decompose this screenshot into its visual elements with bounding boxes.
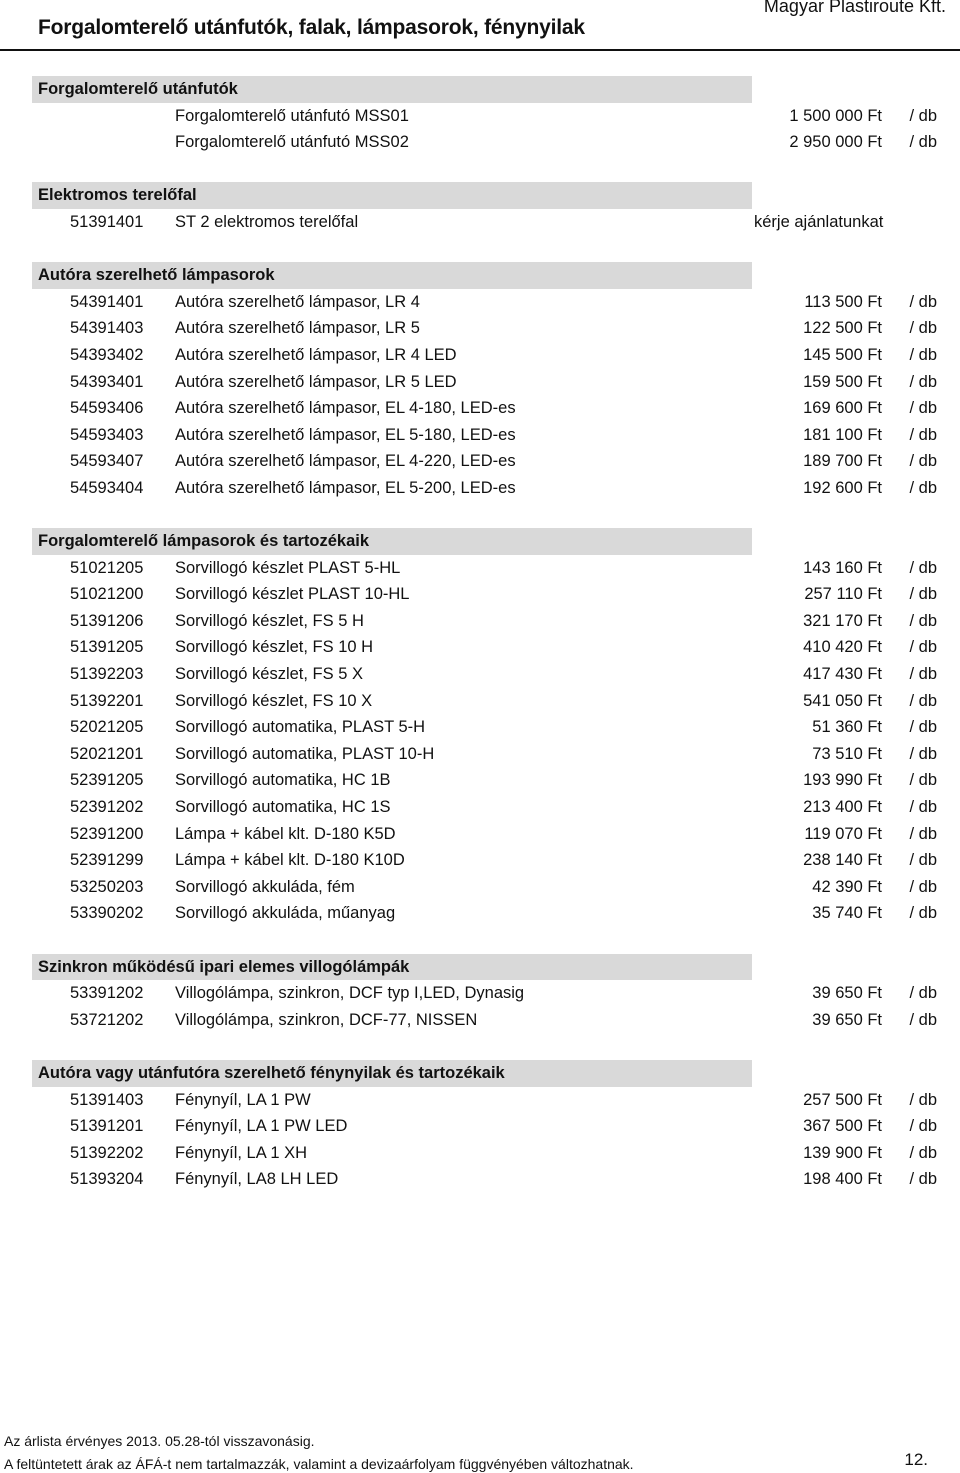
product-name: Sorvillogó készlet, FS 5 X xyxy=(175,665,363,684)
table-row xyxy=(0,475,960,502)
product-price: 39 650 Ft xyxy=(812,984,882,1003)
price-unit: / db xyxy=(909,904,937,923)
section-trailers xyxy=(0,76,960,156)
section-title: Forgalomterelő lámpasorok és tartozékaik xyxy=(32,528,752,555)
product-price: 193 990 Ft xyxy=(803,771,882,790)
table-row xyxy=(0,1087,960,1114)
product-name: Autóra szerelhető lámpasor, LR 4 LED xyxy=(175,345,457,364)
product-name: Villogólámpa, szinkron, DCF typ I,LED, Dynasig xyxy=(175,984,525,1003)
table-row xyxy=(0,581,960,608)
product-code: 54393402 xyxy=(70,345,144,364)
price-unit: / db xyxy=(909,292,937,311)
price-unit: / db xyxy=(909,718,937,737)
table-row xyxy=(0,448,960,475)
section-title: Elektromos terelőfal xyxy=(32,182,752,209)
price-unit: / db xyxy=(909,665,937,684)
product-price: 143 160 Ft xyxy=(803,558,882,577)
product-price: 169 600 Ft xyxy=(803,399,882,418)
product-name: Fénynyíl, LA 1 XH xyxy=(175,1143,308,1162)
section-title: Szinkron működésű ipari elemes villogólámpák xyxy=(32,954,752,981)
product-code: 51391201 xyxy=(70,1117,144,1136)
product-code: 52021201 xyxy=(70,744,144,763)
product-price: 119 070 Ft xyxy=(804,824,882,843)
product-price: 213 400 Ft xyxy=(803,798,882,817)
product-code: 54593406 xyxy=(70,399,144,418)
price-unit: / db xyxy=(909,425,937,444)
product-name: Sorvillogó készlet, FS 5 H xyxy=(175,611,364,630)
table-row xyxy=(0,634,960,661)
product-code: 51391206 xyxy=(70,611,144,630)
section-light-arrows xyxy=(0,1060,960,1193)
product-name: Fénynyíl, LA8 LH LED xyxy=(175,1170,339,1189)
price-unit: / db xyxy=(909,691,937,710)
price-unit: / db xyxy=(909,1010,937,1029)
product-code: 53721202 xyxy=(70,1010,144,1029)
table-row xyxy=(0,1166,960,1193)
section-title: Autóra vagy utánfutóra szerelhető fénynyilak és tartozékaik xyxy=(32,1060,752,1087)
price-unit: / db xyxy=(909,558,937,577)
product-price: 410 420 Ft xyxy=(803,638,882,657)
product-price: 257 110 Ft xyxy=(804,585,882,604)
product-code: 51392203 xyxy=(70,665,144,684)
product-price: 367 500 Ft xyxy=(803,1117,882,1136)
price-unit: / db xyxy=(909,798,937,817)
price-unit: / db xyxy=(909,345,937,364)
price-on-request: kérje ajánlatunkat xyxy=(754,212,884,231)
table-row xyxy=(0,342,960,369)
price-unit: / db xyxy=(909,824,937,843)
page-header xyxy=(0,0,960,52)
product-name: Sorvillogó automatika, HC 1S xyxy=(175,798,391,817)
price-unit: / db xyxy=(909,319,937,338)
price-unit: / db xyxy=(909,638,937,657)
table-row xyxy=(0,821,960,848)
table-row xyxy=(0,1140,960,1167)
product-price: 192 600 Ft xyxy=(803,478,882,497)
table-row xyxy=(0,422,960,449)
product-code: 51393204 xyxy=(70,1170,144,1189)
product-name: Lámpa + kábel klt. D-180 K10D xyxy=(175,851,405,870)
product-code: 54393401 xyxy=(70,372,144,391)
table-row xyxy=(0,209,960,236)
product-price: 541 050 Ft xyxy=(803,691,882,710)
product-code: 54593407 xyxy=(70,452,144,471)
price-unit: / db xyxy=(909,478,937,497)
product-price: 321 170 Ft xyxy=(803,611,882,630)
product-code: 53390202 xyxy=(70,904,144,923)
product-code: 53250203 xyxy=(70,877,144,896)
table-row xyxy=(0,847,960,874)
header-divider xyxy=(0,49,960,51)
product-price: 73 510 Ft xyxy=(812,744,882,763)
price-unit: / db xyxy=(909,1170,937,1189)
price-unit: / db xyxy=(909,1090,937,1109)
product-name: Forgalomterelő utánfutó MSS01 xyxy=(175,106,409,125)
product-name: Sorvillogó készlet PLAST 10-HL xyxy=(175,585,410,604)
table-row xyxy=(0,608,960,635)
product-code: 51391401 xyxy=(70,212,144,231)
product-name: Autóra szerelhető lámpasor, LR 4 xyxy=(175,292,420,311)
product-name: Sorvillogó akkuláda, műanyag xyxy=(175,904,396,923)
price-unit: / db xyxy=(909,452,937,471)
table-row xyxy=(0,767,960,794)
table-row xyxy=(0,395,960,422)
price-unit: / db xyxy=(909,585,937,604)
validity-note: Az árlista érvényes 2013. 05.28-tól visszavonásig. xyxy=(4,1433,315,1449)
table-row xyxy=(0,103,960,130)
table-row xyxy=(0,1113,960,1140)
table-row xyxy=(0,874,960,901)
table-row xyxy=(0,315,960,342)
product-price: 257 500 Ft xyxy=(803,1090,882,1109)
section-sync-flashers xyxy=(0,954,960,1034)
product-code: 54593404 xyxy=(70,478,144,497)
product-code: 52391200 xyxy=(70,824,144,843)
vat-note: A feltüntetett árak az ÁFÁ-t nem tartalmazzák, valamint a devizaárfolyam függvényében változhatnak. xyxy=(4,1456,634,1472)
product-price: 2 950 000 Ft xyxy=(789,133,882,152)
product-name: Villogólámpa, szinkron, DCF-77, NISSEN xyxy=(175,1010,478,1029)
product-price: 1 500 000 Ft xyxy=(789,106,882,125)
table-row xyxy=(0,794,960,821)
page-number: 12. xyxy=(904,1450,928,1469)
product-name: Sorvillogó automatika, PLAST 10-H xyxy=(175,744,435,763)
table-row xyxy=(0,555,960,582)
section-electric-wall xyxy=(0,182,960,235)
product-name: Autóra szerelhető lámpasor, LR 5 LED xyxy=(175,372,457,391)
section-traffic-light-bars xyxy=(0,528,960,927)
product-name: Sorvillogó akkuláda, fém xyxy=(175,877,355,896)
product-price: 198 400 Ft xyxy=(803,1170,882,1189)
product-price: 42 390 Ft xyxy=(812,877,882,896)
product-price: 189 700 Ft xyxy=(803,452,882,471)
product-code: 52391205 xyxy=(70,771,144,790)
product-name: Sorvillogó készlet PLAST 5-HL xyxy=(175,558,401,577)
price-unit: / db xyxy=(909,106,937,125)
price-unit: / db xyxy=(909,1117,937,1136)
section-title: Autóra szerelhető lámpasorok xyxy=(32,262,752,289)
page-title: Forgalomterelő utánfutók, falak, lámpasorok, fénynyilak xyxy=(38,16,585,39)
product-name: Fénynyíl, LA 1 PW xyxy=(175,1090,311,1109)
product-code: 52391299 xyxy=(70,851,144,870)
price-unit: / db xyxy=(909,372,937,391)
table-row xyxy=(0,900,960,927)
product-code: 54391401 xyxy=(70,292,144,311)
section-title: Forgalomterelő utánfutók xyxy=(32,76,752,103)
table-row xyxy=(0,369,960,396)
product-price: 145 500 Ft xyxy=(803,345,882,364)
product-name: Lámpa + kábel klt. D-180 K5D xyxy=(175,824,396,843)
price-unit: / db xyxy=(909,877,937,896)
product-name: Fénynyíl, LA 1 PW LED xyxy=(175,1117,348,1136)
product-price: 51 360 Ft xyxy=(812,718,882,737)
product-code: 51392201 xyxy=(70,691,144,710)
product-price: 35 740 Ft xyxy=(812,904,882,923)
table-row xyxy=(0,688,960,715)
product-code: 54593403 xyxy=(70,425,144,444)
price-unit: / db xyxy=(909,984,937,1003)
product-code: 51391205 xyxy=(70,638,144,657)
table-row xyxy=(0,129,960,156)
section-vehicle-light-bars xyxy=(0,262,960,501)
product-name: Sorvillogó automatika, HC 1B xyxy=(175,771,391,790)
price-unit: / db xyxy=(909,611,937,630)
product-price: 238 140 Ft xyxy=(803,851,882,870)
table-row xyxy=(0,980,960,1007)
product-code: 52391202 xyxy=(70,798,144,817)
table-row xyxy=(0,1007,960,1034)
company-name: Magyar Plastiroute Kft. xyxy=(763,0,946,16)
product-name: Autóra szerelhető lámpasor, LR 5 xyxy=(175,319,420,338)
table-row xyxy=(0,661,960,688)
price-unit: / db xyxy=(909,851,937,870)
product-name: ST 2 elektromos terelőfal xyxy=(175,212,359,231)
product-name: Sorvillogó automatika, PLAST 5-H xyxy=(175,718,426,737)
table-row xyxy=(0,289,960,316)
product-price: 181 100 Ft xyxy=(803,425,882,444)
product-price: 122 500 Ft xyxy=(803,319,882,338)
product-price: 417 430 Ft xyxy=(803,665,882,684)
product-price: 113 500 Ft xyxy=(804,292,882,311)
product-name: Autóra szerelhető lámpasor, EL 4-180, LED-es xyxy=(175,399,516,418)
price-unit: / db xyxy=(909,133,937,152)
product-name: Sorvillogó készlet, FS 10 X xyxy=(175,691,373,710)
product-code: 51021205 xyxy=(70,558,144,577)
product-name: Sorvillogó készlet, FS 10 H xyxy=(175,638,374,657)
price-unit: / db xyxy=(909,771,937,790)
product-code: 51021200 xyxy=(70,585,144,604)
table-row xyxy=(0,714,960,741)
product-price: 39 650 Ft xyxy=(812,1010,882,1029)
price-unit: / db xyxy=(909,744,937,763)
product-code: 53391202 xyxy=(70,984,144,1003)
product-name: Forgalomterelő utánfutó MSS02 xyxy=(175,133,409,152)
product-code: 52021205 xyxy=(70,718,144,737)
product-code: 51392202 xyxy=(70,1143,144,1162)
product-name: Autóra szerelhető lámpasor, EL 5-180, LED-es xyxy=(175,425,516,444)
price-list xyxy=(0,76,960,1220)
product-price: 139 900 Ft xyxy=(803,1143,882,1162)
product-code: 51391403 xyxy=(70,1090,144,1109)
price-unit: / db xyxy=(909,1143,937,1162)
table-row xyxy=(0,741,960,768)
product-price: 159 500 Ft xyxy=(803,372,882,391)
product-name: Autóra szerelhető lámpasor, EL 4-220, LED-es xyxy=(175,452,516,471)
product-code: 54391403 xyxy=(70,319,144,338)
price-unit: / db xyxy=(909,399,937,418)
product-name: Autóra szerelhető lámpasor, EL 5-200, LED-es xyxy=(175,478,516,497)
